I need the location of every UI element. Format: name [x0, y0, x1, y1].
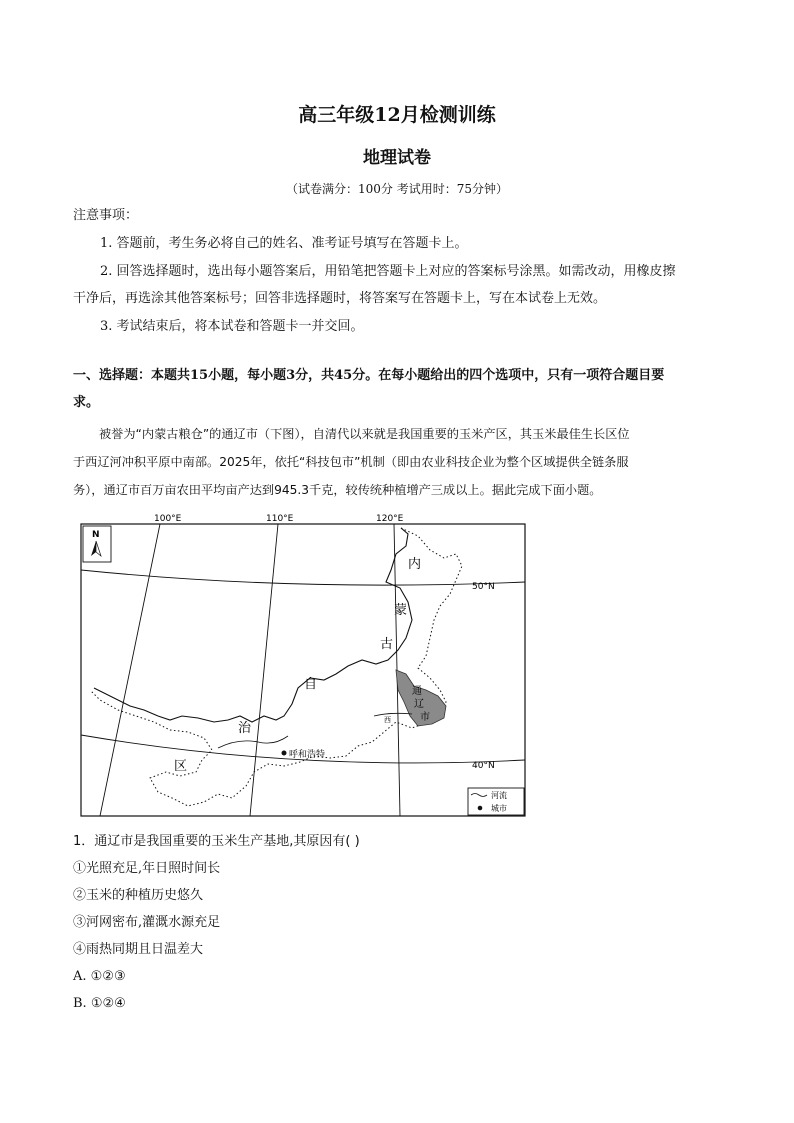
city-char-liao: 辽 [414, 699, 424, 710]
section-heading: 一、选择题：本题共15小题，每小题3分，共45分。在每小题给出的四个选项中，只有一项符合题目要 [73, 368, 665, 383]
lon-label-120: 120°E [376, 514, 404, 524]
exam-meta: （试卷满分：100分 考试用时：75分钟） [286, 182, 508, 196]
region-border-dotted [90, 528, 462, 806]
section-heading-cont: 求。 [73, 395, 100, 410]
notice-item-2-cont: 干净后，再选涂其他答案标号；回答非选择题时，将答案写在答题卡上，写在本试卷上无效。 [73, 291, 607, 306]
region-char-zhi: 治 [238, 721, 252, 736]
city-char-shi: 市 [420, 712, 430, 723]
lat-label-40: 40°N [472, 761, 495, 771]
page-title: 高三年级12月检测训练 [298, 104, 496, 126]
lon-label-100: 100°E [154, 514, 182, 524]
question-1-item-4: ④雨热同期且日温差大 [73, 942, 204, 957]
answer-option-a[interactable]: A. ①②③ [73, 969, 126, 984]
river-label-xi: 西 [384, 716, 391, 724]
legend-city-label: 城市 [491, 804, 507, 813]
region-char-gu: 古 [380, 637, 394, 652]
legend-river-label: 河流 [491, 791, 507, 800]
answer-option-b[interactable]: B. ①②④ [73, 996, 126, 1011]
passage-line-1: 被誉为“内蒙古粮仓”的通辽市（下图），自清代以来就是我国重要的玉米产区，其玉米最佳生长区位 [99, 427, 630, 441]
meridian-100 [100, 524, 160, 816]
city-char-tong: 通 [412, 686, 422, 697]
region-char-zi: 自 [304, 677, 318, 692]
river-line [374, 713, 412, 716]
region-outline [94, 528, 412, 722]
notice-item-1: 1. 答题前，考生务必将自己的姓名、准考证号填写在答题卡上。 [100, 236, 468, 251]
passage-line-2: 于西辽河冲积平原中南部。2025年，依托“科技包市”机制（即由农业科技企业为整个区域提供全链条服 [73, 455, 629, 469]
notice-item-2: 2. 回答选择题时，选出每小题答案后，用铅笔把答题卡上对应的答案标号涂黑。如需改动，用橡皮擦 [100, 264, 676, 279]
notice-item-3: 3. 考试结束后，将本试卷和答题卡一并交回。 [100, 319, 364, 334]
inner-mongolia-map [78, 510, 528, 820]
region-char-qu: 区 [174, 759, 188, 774]
question-1-stem: 1．通辽市是我国重要的玉米生产基地,其原因有( ) [73, 834, 360, 849]
notice-heading: 注意事项： [73, 208, 139, 223]
question-1-item-2: ②玉米的种植历史悠久 [73, 888, 204, 903]
region-char-meng: 蒙 [394, 603, 408, 618]
hohhot-city-icon [282, 751, 287, 756]
map-frame [81, 524, 525, 816]
passage-line-3: 务），通辽市百万亩农田平均亩产达到945.3千克，较传统种植增产三成以上。据此完成下面小题。 [73, 483, 602, 497]
lon-label-110: 110°E [266, 514, 294, 524]
legend-city-icon [478, 806, 483, 811]
question-1-item-1: ①光照充足,年日照时间长 [73, 861, 221, 876]
question-1-item-3: ③河网密布,灌溉水源充足 [73, 915, 221, 930]
hohhot-label: 呼和浩特 [289, 750, 326, 760]
passage [73, 420, 725, 504]
region-char-nei: 内 [408, 557, 422, 572]
lat-label-50: 50°N [472, 582, 495, 592]
north-letter: N [92, 530, 100, 540]
page-subtitle: 地理试卷 [363, 148, 431, 168]
